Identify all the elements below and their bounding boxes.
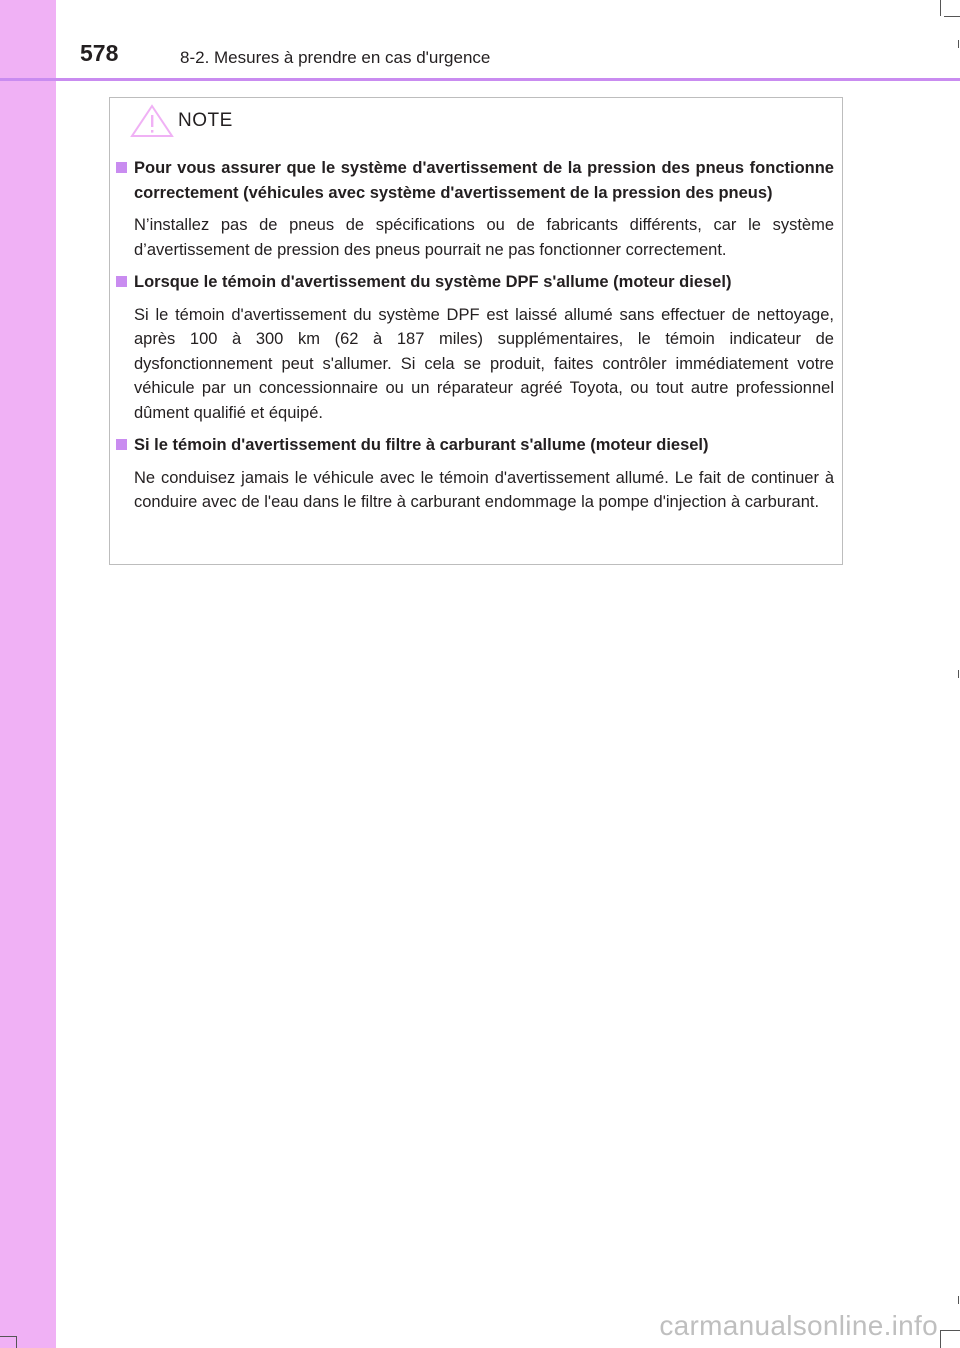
warning-triangle-icon [130,104,174,138]
note-body [116,156,834,523]
crop-mark [958,1296,959,1304]
note-item-title-text: Lorsque le témoin d'avertissement du système DPF s'allume (moteur diesel) [134,273,732,291]
section-title: 8-2. Mesures à prendre en cas d'urgence [180,48,491,67]
side-tab [0,0,56,1348]
note-header [130,106,233,136]
watermark: carmanualsonline.info [659,1310,938,1341]
note-item-text: Ne conduisez jamais le véhicule avec le témoin d'avertissement allumé. Le fait de continuer à conduire avec de l'eau dans le filtre à carburant endommage la pompe d'injection à carburant. [134,468,834,511]
crop-mark [958,40,959,48]
bullet-square-icon [116,162,127,173]
note-label: NOTE [178,110,233,131]
note-item-title [116,433,834,458]
note-item [116,433,834,515]
crop-mark [0,1336,16,1337]
note-item-title [116,156,834,205]
note-item-title-text: Si le témoin d'avertissement du filtre à carburant s'allume (moteur diesel) [134,436,709,454]
header-rule [0,78,960,81]
note-item-text: N’installez pas de pneus de spécifications ou de fabricants différents, car le système d’avertissement de pression des pneus pourrait ne pas fonctionner correctement. [134,216,834,259]
note-item [116,270,834,425]
crop-mark [940,1330,960,1331]
note-item-title-text: Pour vous assurer que le système d'avertissement de la pression des pneus fonctionne correctement (véhicules avec système d'avertissement de la pression des pneus) [134,159,834,202]
page-number: 578 [80,40,119,66]
crop-mark [940,0,941,16]
crop-mark [16,1336,17,1348]
bullet-square-icon [116,439,127,450]
note-box [109,97,843,565]
note-item-text: Si le témoin d'avertissement du système DPF est laissé allumé sans effectuer de nettoyage, après 100 à 300 km (62 à 187 miles) supplémentaires, le témoin indicateur de dysfonctionnement peut s'allumer. Si cela se produit, faites contrôler immédiatement votre véhicule par un concessionnaire ou un réparateur agréé Toyota, ou tout autre professionnel dûment qualifié et équipé. [134,305,834,422]
note-item [116,156,834,262]
crop-mark [958,670,959,678]
crop-mark [944,16,960,17]
bullet-square-icon [116,276,127,287]
note-item-title [116,270,834,295]
crop-mark [940,1330,941,1348]
